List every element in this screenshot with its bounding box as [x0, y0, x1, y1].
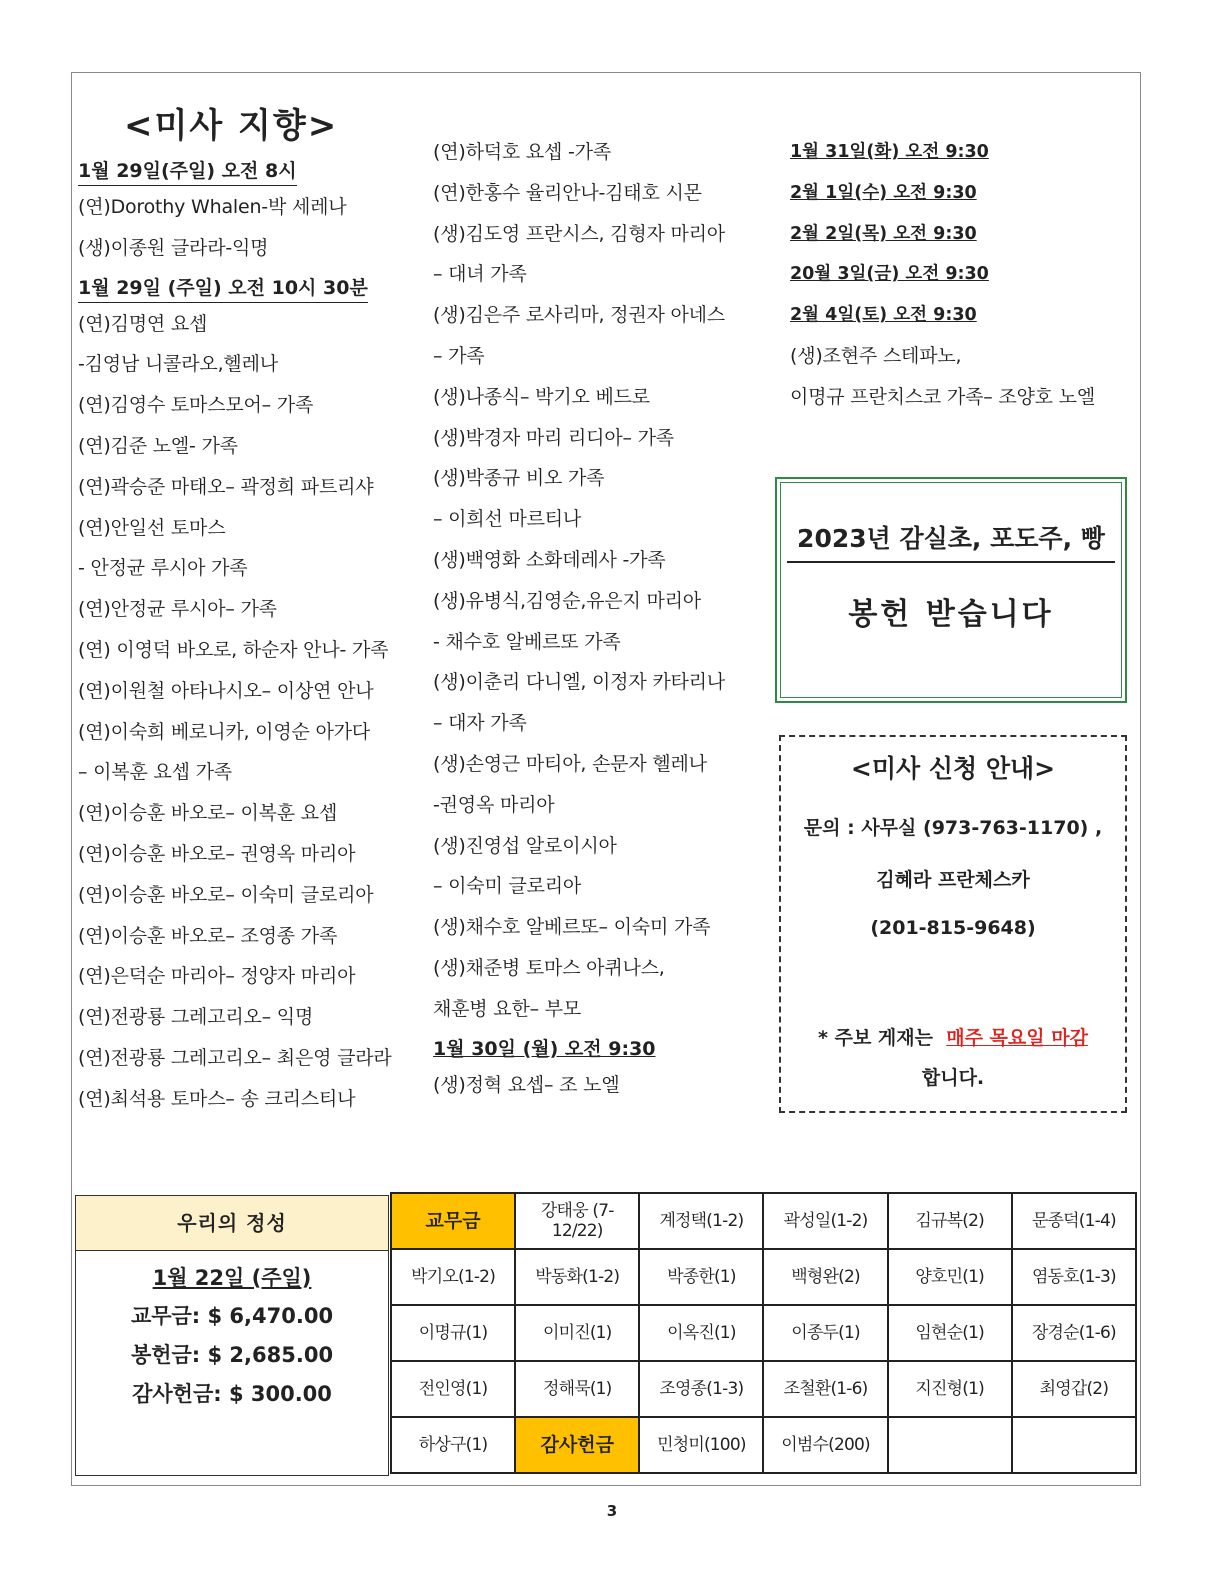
intention-item: (생)채준병 토마스 아퀴나스, — [433, 956, 665, 979]
intention-item: - 채수호 알베르또 가족 — [433, 630, 621, 653]
intention-item: (연)Dorothy Whalen-박 세레나 — [78, 196, 347, 218]
mass-schedule-header: 2월 4일(토) 오전 9:30 — [790, 305, 977, 326]
donor-cell: 지진형(1) — [888, 1361, 1012, 1417]
category-label-cell: 교무금 — [391, 1193, 515, 1249]
intention-item: (생)조현주 스테파노, — [790, 344, 962, 367]
intention-item: – 대자 가족 — [433, 712, 527, 735]
sincerity-title: 우리의 정성 — [76, 1196, 388, 1251]
intention-item: (연)이승훈 바오로– 조영종 가족 — [78, 924, 338, 947]
category-label-cell: 감사헌금 — [515, 1417, 639, 1473]
table-row — [391, 1249, 1136, 1305]
intention-item: (연)이승훈 바오로– 이숙미 글로리아 — [78, 883, 374, 906]
intention-item: (연)이원철 아타나시오– 이상연 안나 — [78, 679, 374, 702]
intention-item: (생)진영섭 알로이시아 — [433, 834, 617, 857]
mass-schedule-header-row — [78, 269, 423, 304]
donor-cell: 조철환(1-6) — [763, 1361, 887, 1417]
intentions-column-1 — [78, 100, 423, 1120]
intention-item: (연)김명연 요셉 — [78, 312, 208, 335]
mass-schedule-header-row — [790, 295, 1135, 336]
sincerity-date: 1월 22일 (주일) — [152, 1266, 312, 1290]
table-row — [391, 1361, 1136, 1417]
intention-item: (생)김도영 프란시스, 김형자 마리아 — [433, 222, 725, 245]
table-row — [391, 1417, 1136, 1473]
intention-list — [78, 152, 423, 1120]
mass-schedule-header-row — [790, 173, 1135, 214]
intention-item: – 대녀 가족 — [433, 263, 527, 286]
intention-item: (생)나종식– 박기오 베드로 — [433, 385, 650, 408]
intention-list — [790, 132, 1135, 418]
donor-cell: 이범수(200) — [763, 1417, 887, 1473]
mass-schedule-header-row — [790, 132, 1135, 173]
intention-item: (생)박경자 마리 리디아– 가족 — [433, 426, 674, 449]
table-row — [391, 1305, 1136, 1361]
donor-cell: 염동호(1-3) — [1012, 1249, 1136, 1305]
donor-cell: 하상구(1) — [391, 1417, 515, 1473]
mass-schedule-header: 2월 2일(목) 오전 9:30 — [790, 223, 977, 244]
page-number: 3 — [606, 1502, 618, 1520]
intention-item: (연)김준 노엘- 가족 — [78, 434, 238, 457]
intention-item: (연)전광룡 그레고리오– 익명 — [78, 1006, 314, 1029]
intention-item: – 이숙미 글로리아 — [433, 875, 582, 898]
intention-item: – 이복훈 요셉 가족 — [78, 761, 232, 784]
intention-item: 채훈병 요한– 부모 — [433, 997, 582, 1020]
intention-item: (연)이숙희 베로니카, 이영순 아가다 — [78, 720, 370, 743]
intentions-column-2 — [433, 132, 773, 1105]
intention-item: (생)손영근 마티아, 손문자 헬레나 — [433, 752, 707, 775]
donor-cell: 민청미(100) — [639, 1417, 763, 1473]
mass-schedule-header: 1월 29일(주일) 오전 8시 — [78, 156, 297, 186]
donor-cell: 김규복(2) — [888, 1193, 1012, 1249]
intention-item: – 이희선 마르티나 — [433, 508, 582, 531]
donor-cell: 이명규(1) — [391, 1305, 515, 1361]
offering-subtitle: 봉헌 받습니다 — [848, 597, 1054, 632]
mass-schedule-header-row — [78, 152, 423, 187]
donor-cell: 계정택(1-2) — [639, 1193, 763, 1249]
mass-schedule-header-row — [433, 1030, 773, 1065]
amount-offering: 봉헌금: $ 2,685.00 — [130, 1343, 334, 1367]
intention-item: – 가족 — [433, 344, 485, 367]
donor-cell — [888, 1417, 1012, 1473]
offering-box — [775, 477, 1127, 703]
sincerity-body — [76, 1251, 388, 1414]
mass-schedule-header-row — [790, 254, 1135, 295]
table-row — [391, 1193, 1136, 1249]
intention-item: (생)박종규 비오 가족 — [433, 467, 605, 490]
donor-cell: 조영종(1-3) — [639, 1361, 763, 1417]
mass-schedule-header: 2월 1일(수) 오전 9:30 — [790, 182, 977, 203]
intention-item: (연)최석용 토마스– 송 크리스티나 — [78, 1087, 356, 1110]
intention-item: (생)이춘리 다니엘, 이정자 카타리나 — [433, 671, 725, 694]
intentions-column-3 — [790, 132, 1135, 418]
sincerity-box — [75, 1195, 389, 1476]
donor-cell — [1012, 1417, 1136, 1473]
donor-cell: 이종두(1) — [763, 1305, 887, 1361]
intention-item: - 안정균 루시아 가족 — [78, 557, 248, 580]
intention-item: (연)이승훈 바오로– 이복훈 요셉 — [78, 802, 338, 825]
amount-church-dues: 교무금: $ 6,470.00 — [130, 1304, 334, 1328]
mass-schedule-header-row — [790, 214, 1135, 255]
donor-cell: 장경순(1-6) — [1012, 1305, 1136, 1361]
intention-item: (생)정혁 요셉– 조 노엘 — [433, 1073, 620, 1096]
mass-schedule-header: 1월 29일 (주일) 오전 10시 30분 — [78, 273, 368, 303]
intention-list — [433, 132, 773, 1105]
donor-cell: 양호민(1) — [888, 1249, 1012, 1305]
donor-cell: 이옥진(1) — [639, 1305, 763, 1361]
intention-item: -권영옥 마리아 — [433, 793, 555, 816]
deadline-note — [781, 1023, 1125, 1050]
intention-item: (생)김은주 로사리마, 정권자 아네스 — [433, 304, 725, 327]
mass-schedule-header: 1월 30일 (월) 오전 9:30 — [433, 1037, 656, 1060]
intention-item: (생)이종원 글라라-익명 — [78, 236, 269, 259]
contact-phone: (201-815-9648) — [870, 917, 1036, 939]
offering-title: 2023년 감실초, 포도주, 빵 — [787, 519, 1115, 563]
intention-item: (연)은덕순 마리아– 정양자 마리아 — [78, 965, 356, 988]
donor-cell: 정해묵(1) — [515, 1361, 639, 1417]
intention-item: (생)채수호 알베르또– 이숙미 가족 — [433, 916, 711, 939]
intention-item: (생)백영화 소화데레사 -가족 — [433, 548, 666, 571]
donor-cell: 박기오(1-2) — [391, 1249, 515, 1305]
donor-cell: 전인영(1) — [391, 1361, 515, 1417]
donor-table — [390, 1192, 1137, 1474]
intention-item: (연)곽승준 마태오– 곽정희 파트리샤 — [78, 475, 374, 498]
donor-cell: 박동화(1-2) — [515, 1249, 639, 1305]
intention-item: (연) 이영덕 바오로, 하순자 안나- 가족 — [78, 638, 389, 661]
intention-item: -김영남 니콜라오,헬레나 — [78, 353, 278, 376]
contact-name: 김혜라 프란체스카 — [876, 869, 1030, 891]
mass-request-box — [779, 735, 1127, 1113]
note-suffix: 합니다. — [921, 1067, 985, 1089]
donor-cell: 문종덕(1-4) — [1012, 1193, 1136, 1249]
donor-cell: 박종한(1) — [639, 1249, 763, 1305]
note-prefix: * 주보 게재는 — [818, 1027, 933, 1049]
intention-item: 이명규 프란치스코 가족– 조양호 노엘 — [790, 385, 1095, 408]
intention-item: (연)안정균 루시아– 가족 — [78, 598, 277, 621]
intention-item: (연)김영수 토마스모어– 가족 — [78, 394, 314, 417]
intention-item: (연)한홍수 율리안나-김태호 시몬 — [433, 181, 702, 204]
donor-cell: 백형완(2) — [763, 1249, 887, 1305]
note-deadline: 매주 목요일 마감 — [946, 1027, 1088, 1049]
intention-item: (연)전광룡 그레고리오– 최은영 글라라 — [78, 1046, 392, 1069]
amount-thanksgiving: 감사헌금: $ 300.00 — [132, 1382, 332, 1406]
donor-cell: 이미진(1) — [515, 1305, 639, 1361]
donor-cell: 곽성일(1-2) — [763, 1193, 887, 1249]
mass-request-title: <미사 신청 안내> — [850, 754, 1056, 783]
donor-cell: 강태웅 (7-12/22) — [515, 1193, 639, 1249]
intention-item: (생)유병식,김영순,유은지 마리아 — [433, 589, 701, 612]
intention-item: (연)안일선 토마스 — [78, 516, 226, 539]
donor-cell: 최영갑(2) — [1012, 1361, 1136, 1417]
intention-item: (연)이승훈 바오로– 권영옥 마리아 — [78, 842, 356, 865]
mass-schedule-header: 20월 3일(금) 오전 9:30 — [790, 264, 989, 285]
office-contact: 문의 : 사무실 (973-763-1170) , — [803, 817, 1103, 839]
page-title: <미사 지향> — [124, 106, 339, 146]
intention-item: (연)하덕호 요셉 -가족 — [433, 141, 611, 163]
donor-cell: 임현순(1) — [888, 1305, 1012, 1361]
mass-schedule-header: 1월 31일(화) 오전 9:30 — [790, 142, 989, 162]
